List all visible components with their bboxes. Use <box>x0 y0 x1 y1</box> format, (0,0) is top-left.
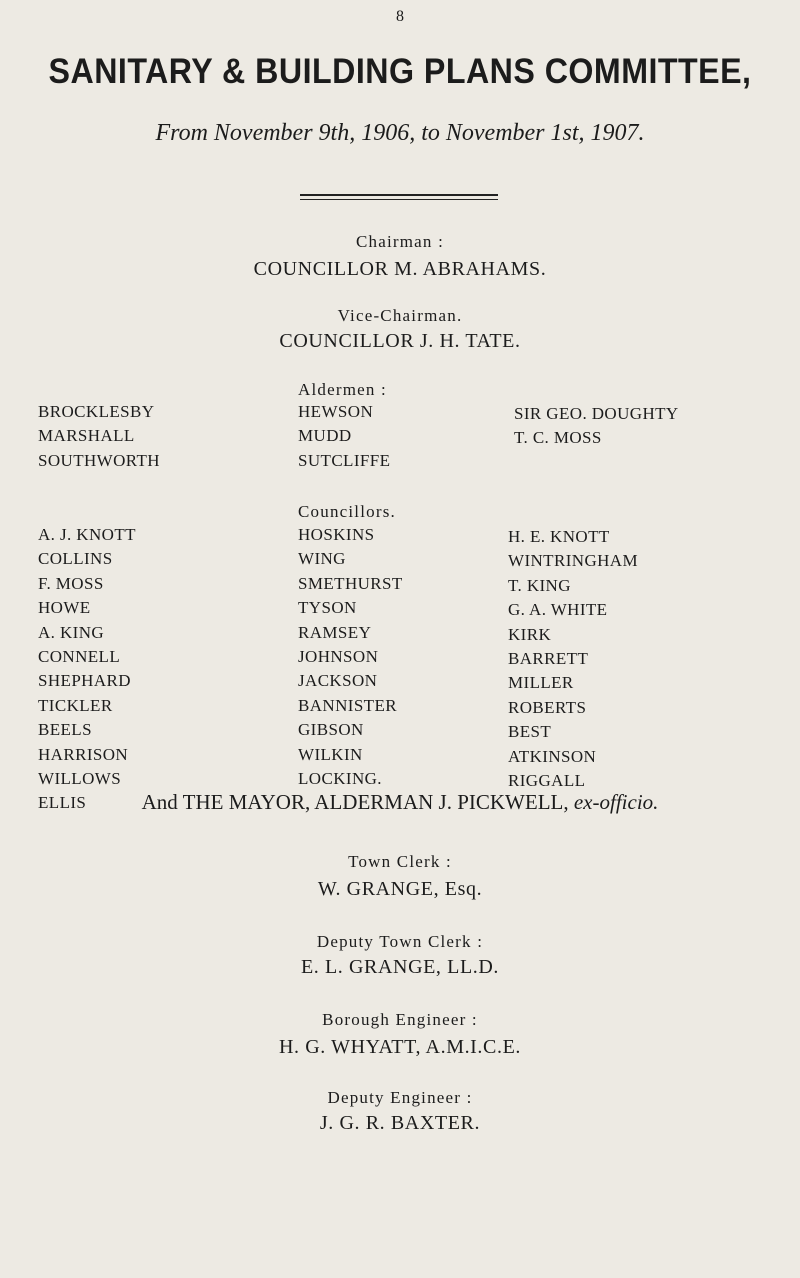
councillor-name: BARRETT <box>508 649 589 669</box>
councillor-name: ROBERTS <box>508 697 587 717</box>
alderman-name: MARSHALL <box>38 426 135 446</box>
councillor-name: SHEPHARD <box>38 671 131 691</box>
mayor-text: And THE MAYOR, ALDERMAN J. PICKWELL, <box>141 790 569 814</box>
borough-engineer-label: Borough Engineer : <box>322 1010 478 1029</box>
alderman-name: SOUTHWORTH <box>38 450 160 470</box>
councillor-name: GIBSON <box>298 720 364 740</box>
councillor-name: F. MOSS <box>38 573 104 593</box>
councillors-label: Councillors. <box>298 502 396 521</box>
councillor-name: HARRISON <box>38 744 129 764</box>
deputy-engineer-name: J. G. R. BAXTER. <box>319 1112 481 1134</box>
aldermen-label: Aldermen : <box>298 380 387 399</box>
councillor-name: RIGGALL <box>508 771 586 791</box>
councillor-name: HOWE <box>38 598 91 618</box>
alderman-name: HEWSON <box>298 402 374 421</box>
councillor-name: JACKSON <box>298 671 378 691</box>
aldermen-column-2 <box>298 400 390 473</box>
alderman-name: T. C. MOSS <box>514 428 602 448</box>
councillor-name: WING <box>298 549 346 569</box>
councillor-name: ATKINSON <box>508 746 597 766</box>
councillors-column-2 <box>298 523 403 791</box>
ex-officio-text: ex-officio. <box>573 790 659 814</box>
town-clerk-label: Town Clerk : <box>348 852 452 871</box>
councillor-name: ELLIS <box>38 793 87 813</box>
councillor-name: BEELS <box>38 720 92 740</box>
councillor-name: G. A. WHITE <box>508 600 608 620</box>
councillor-name: H. E. KNOTT <box>508 527 610 546</box>
councillor-name: JOHNSON <box>298 647 379 667</box>
date-range: From November 9th, 1906, to November 1st, 1907. <box>155 120 645 146</box>
alderman-name: SUTCLIFFE <box>298 450 391 470</box>
councillor-name: TYSON <box>298 598 357 618</box>
deputy-town-clerk-label: Deputy Town Clerk : <box>316 932 484 951</box>
chairman-label: Chairman : <box>355 232 444 251</box>
aldermen-column-1 <box>38 400 160 473</box>
vice-chairman-label: Vice-Chairman. <box>337 306 463 325</box>
councillor-name: RAMSEY <box>298 622 372 642</box>
chairman-name: COUNCILLOR M. ABRAHAMS. <box>253 258 547 280</box>
aldermen-column-3 <box>514 402 679 451</box>
vice-chairman-name: COUNCILLOR J. H. TATE. <box>279 330 521 352</box>
councillor-name: BANNISTER <box>298 695 397 715</box>
councillors-column-3 <box>508 525 638 793</box>
councillor-name: COLLINS <box>38 549 113 569</box>
deputy-engineer-label: Deputy Engineer : <box>327 1088 473 1107</box>
alderman-name: MUDD <box>298 426 352 446</box>
councillor-name: WILLOWS <box>38 769 122 789</box>
councillor-name: LOCKING. <box>298 769 382 789</box>
councillor-name: SMETHURST <box>298 573 403 593</box>
councillor-name: WILKIN <box>298 744 363 764</box>
councillor-name: BEST <box>508 722 552 742</box>
councillor-name: WINTRINGHAM <box>508 551 638 571</box>
alderman-name: SIR GEO. DOUGHTY <box>514 404 679 423</box>
mayor-ex-officio-line <box>0 790 800 815</box>
divider-rule-thick <box>300 194 498 196</box>
divider-rule-thin <box>300 199 498 200</box>
alderman-name: BROCKLESBY <box>38 402 155 421</box>
town-clerk-name: W. GRANGE, Esq. <box>317 878 483 900</box>
borough-engineer-name: H. G. WHYATT, A.M.I.C.E. <box>279 1036 521 1058</box>
councillor-name: KIRK <box>508 624 552 644</box>
councillor-name: A. KING <box>38 622 105 642</box>
councillor-name: HOSKINS <box>298 525 375 544</box>
councillor-name: T. KING <box>508 575 571 595</box>
page-number: 8 <box>396 8 404 25</box>
councillor-name: A. J. KNOTT <box>38 525 136 544</box>
councillor-name: MILLER <box>508 673 574 693</box>
deputy-town-clerk-name: E. L. GRANGE, LL.D. <box>300 956 500 978</box>
committee-title: SANITARY & BUILDING PLANS COMMITTEE, <box>48 52 752 91</box>
councillors-column-1 <box>38 523 136 816</box>
councillor-name: TICKLER <box>38 695 113 715</box>
councillor-name: CONNELL <box>38 647 121 667</box>
